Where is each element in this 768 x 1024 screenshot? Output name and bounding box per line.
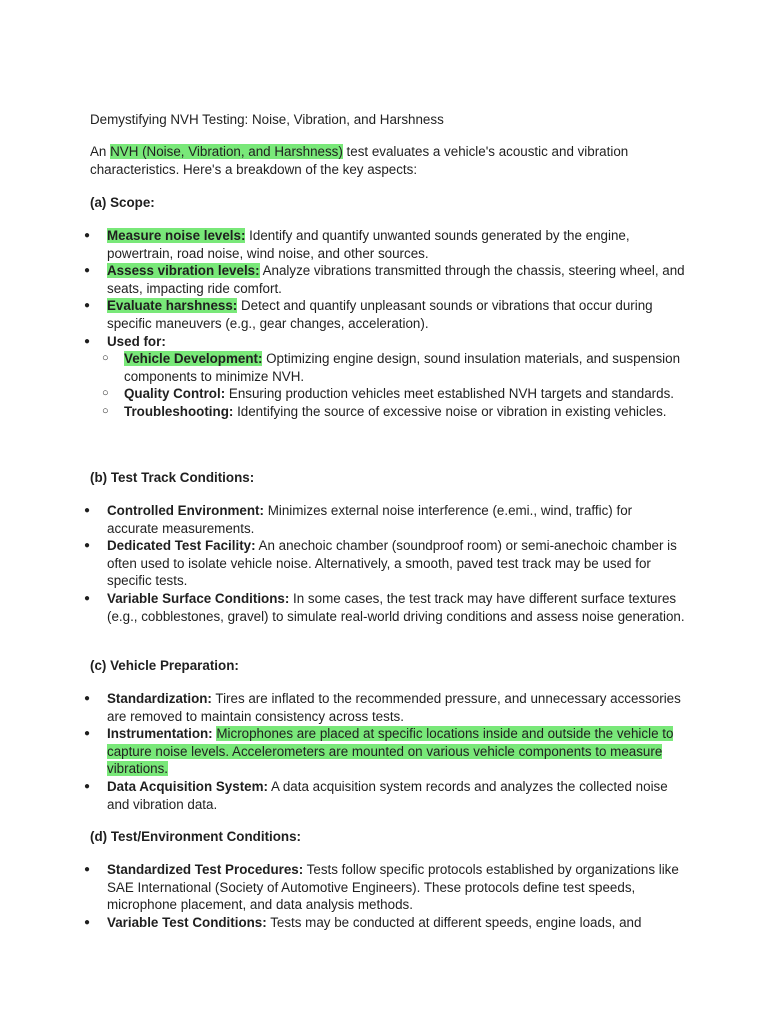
list-item-term: Used for: xyxy=(107,333,166,349)
intro-suffix: test evaluates a vehicle's acoustic and vibration characteristics. Here's a breakdown of the key aspects: xyxy=(90,144,629,177)
list-item-term: Measure noise levels: xyxy=(107,228,246,243)
list-item-term: Evaluate harshness: xyxy=(107,298,238,314)
scope-heading: (a) Scope: xyxy=(90,195,155,210)
list-item-text: A data acquisition system records and analyzes the collected noise and vibration data. xyxy=(107,778,668,812)
sub-item-text: Identifying the source of excessive noise or vibration in existing vehicles. xyxy=(233,403,667,419)
list-item-text: Identify and quantify unwanted sounds generated by the engine, powertrain, road noise, wind noise, and other sources. xyxy=(107,228,630,261)
list-item-term: Dedicated Test Facility: xyxy=(107,538,256,554)
sub-item-term: Quality Control: xyxy=(124,386,226,402)
list-item xyxy=(107,690,685,725)
list-item-term: Assess vibration levels: xyxy=(107,263,260,279)
list-item xyxy=(107,590,685,625)
list-item-text: Tests follow specific protocols established by organizations like SAE International (Society of Automotive Engineers). These protocols define test speeds, microphone placement, and data analysis methods. xyxy=(107,862,679,913)
sub-list-item xyxy=(124,385,685,403)
sub-list-item xyxy=(124,350,685,385)
sub-item-text: Optimizing engine design, sound insulation materials, and suspension components to minimize NVH. xyxy=(124,351,681,384)
list-item xyxy=(107,537,685,590)
track-list xyxy=(107,502,685,625)
list-item-text: In some cases, the test track may have different surface textures (e.g., cobblestones, gravel) to simulate real-world driving conditions and assess noise generation. xyxy=(107,590,685,624)
env-heading: (d) Test/Environment Conditions: xyxy=(90,829,302,844)
list-item-term: Variable Test Conditions: xyxy=(107,914,267,930)
used-for-sublist xyxy=(107,350,685,420)
scope-list xyxy=(107,227,685,421)
intro-prefix: An xyxy=(90,144,111,159)
list-item-term: Standardized Test Procedures: xyxy=(107,862,304,877)
list-item-text: Detect and quantify unpleasant sounds or vibrations that occur during specific maneuvers (e.g., gear changes, acceleration). xyxy=(107,298,653,331)
document-title: Demystifying NVH Testing: Noise, Vibration, and Harshness xyxy=(90,112,444,127)
intro-highlight: NVH (Noise, Vibration, and Harshness) xyxy=(110,144,343,159)
list-item xyxy=(107,297,685,332)
list-item xyxy=(107,861,685,914)
list-item xyxy=(107,502,685,537)
list-item xyxy=(107,778,685,813)
list-item-text: An anechoic chamber (soundproof room) or semi-anechoic chamber is often used to isolate vehicle noise. Alternatively, a smooth, paved test track may be used for specific tests. xyxy=(107,538,677,589)
list-item xyxy=(107,227,685,262)
env-list xyxy=(107,861,685,931)
prep-list xyxy=(107,690,685,813)
list-item-text: Tires are inflated to the recommended pressure, and unnecessary accessories are removed to maintain consistency across tests. xyxy=(107,691,681,724)
sub-item-term: Troubleshooting: xyxy=(124,403,234,419)
list-item xyxy=(107,262,685,297)
list-item-term: Instrumentation: xyxy=(107,726,213,742)
list-item-term: Data Acquisition System: xyxy=(107,778,268,794)
list-item-term: Controlled Environment: xyxy=(107,503,264,518)
list-item-text: Minimizes external noise interference (e.emi., wind, traffic) for accurate measurements. xyxy=(107,503,633,536)
list-item xyxy=(107,333,685,421)
sub-item-text: Ensuring production vehicles meet established NVH targets and standards. xyxy=(225,386,675,402)
track-heading: (b) Test Track Conditions: xyxy=(90,470,255,485)
list-item-text: Tests may be conducted at different speeds, engine loads, and xyxy=(266,914,642,930)
prep-heading: (c) Vehicle Preparation: xyxy=(90,658,239,673)
list-item xyxy=(107,725,685,778)
list-item-term: Standardization: xyxy=(107,691,212,706)
intro-paragraph xyxy=(90,143,680,178)
list-item xyxy=(107,914,685,932)
list-item-term: Variable Surface Conditions: xyxy=(107,590,290,606)
list-item-text: Analyze vibrations transmitted through the chassis, steering wheel, and seats, impacting ride comfort. xyxy=(107,263,685,296)
sub-list-item xyxy=(124,403,685,421)
list-item-highlight: Microphones are placed at specific locations inside and outside the vehicle to capture noise levels. Accelerometers are mounted on various vehicle components to measure vibrations. xyxy=(107,726,674,777)
sub-item-term: Vehicle Development: xyxy=(124,351,263,367)
